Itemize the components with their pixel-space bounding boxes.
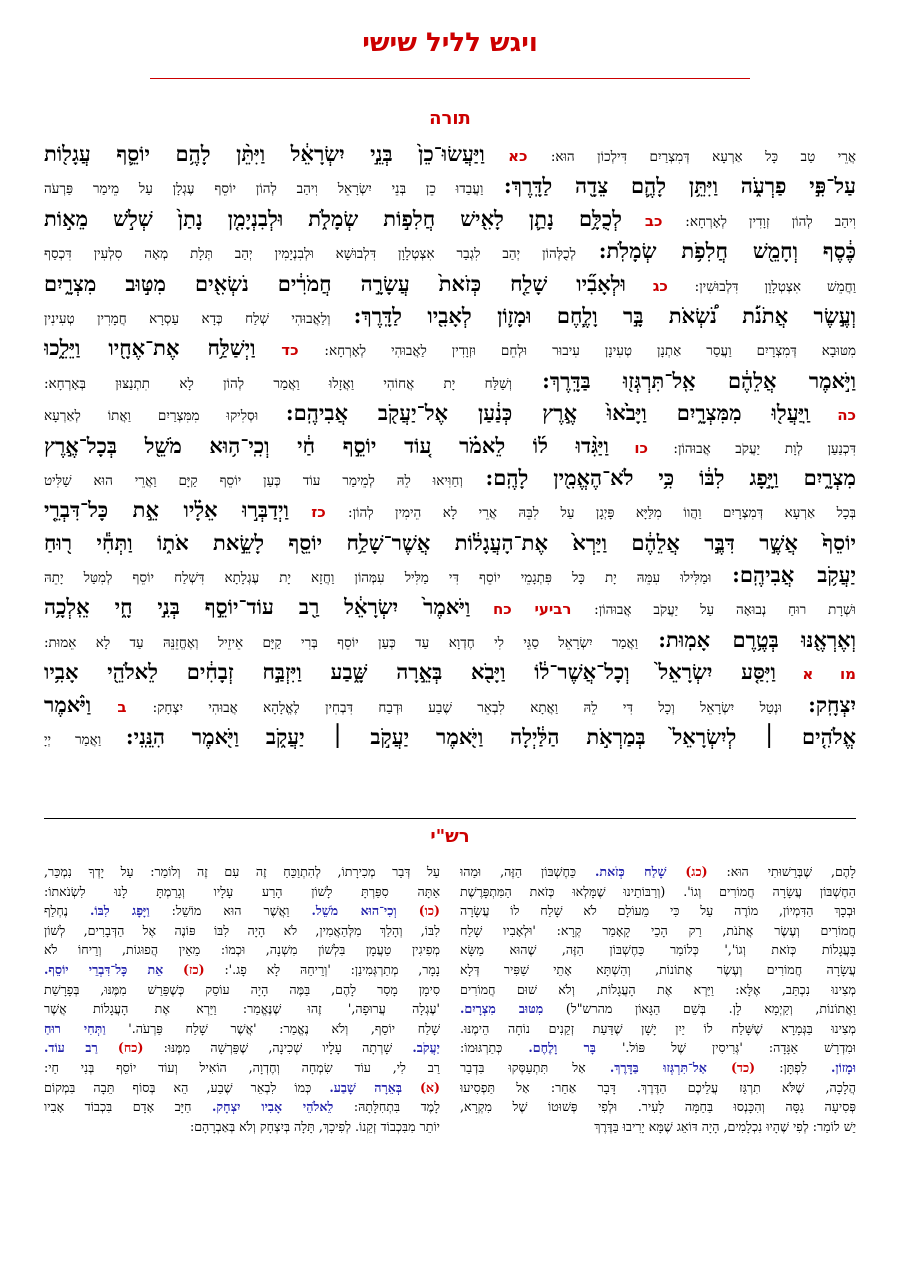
targum-text: וּשְׁרָת רוּחַ נְבוּאָה עַל יַעֲקֹב אֲבוּהוֹן: [594, 602, 856, 619]
rashi-line [44, 901, 440, 921]
rashi-text: כַּחֶשְׁבּוֹן הַזֶּה, וּמַהוּ [460, 864, 577, 879]
targum-text: אֲרֵי טַב כָּל אַרְעָא דְּמִצְרַיִם דִּילְכוֹן הוּא: [550, 149, 856, 165]
rashi-dibur-hamatchil: לֵאלֹהֵי אָבִיו יִצְחָק. [212, 1099, 334, 1115]
rashi-text: עַל דְּבַר מְכִירָתוֹ, לְהִתְוַכֵּחַ זֶה עִם זֶה וְלוֹמַר: עַל יָדְךָ נִמְכַּר, [44, 864, 440, 879]
torah-heading: תורה [429, 108, 471, 129]
rashi-text: שָׁרְתָה עָלָיו שְׁכִינָה, שֶׁפֵּרְשָׁה מִמֶּנּוּ: [163, 1040, 393, 1056]
rashi-line [460, 1058, 856, 1078]
rashi-text: לִפְתָּן: [779, 1059, 807, 1075]
verse-text: וַיְשַׁלַּ֥ח אֶת־אֶחָ֖יו וַיֵּלֵ֑כוּ [44, 335, 256, 361]
targum-text: וַאֲמַר יְיָ [44, 732, 102, 749]
targum-text: וּמַלִּילוּ עִמֵּהּ יָת כָּל פִּתְגָמֵי יוֹסֵף דִּי מַלִּיל עִמְּהוֹן וַחֲזָא יָת עֶגְלָתָא דִּשְׁלַח יוֹסֵף לְמִטַּל יָתֵהּ [44, 570, 712, 587]
torah-line [44, 430, 856, 462]
torah-line [44, 268, 856, 300]
rashi-column-right [460, 862, 856, 1262]
torah-text [44, 138, 856, 814]
rashi-dibur-hamatchil: בָּר וָלֶחֶם. [528, 1040, 596, 1056]
rashi-line [44, 1078, 440, 1098]
rashi-line [460, 1097, 856, 1117]
rashi-text: חֲמוֹרִים וְעֶשֶׂר אֲתֹנֹת, רַק הָכֵי קָאָמַר קְרָא: 'וּלְאָבִיו שָׁלַח [460, 922, 856, 938]
rashi-text: הַחֶשְׁבּוֹן עֲשָׂרָה חֲמוֹרִים וְגוֹ'. (וְרַבּוֹתֵינוּ שֶׁמָּלְאוּ כְּזֹאת הַמִּתְפָּרֶשֶׁת [460, 883, 856, 899]
rashi-text: כְּתַרְגּוּמוֹ: [460, 1040, 503, 1056]
rashi-line [460, 960, 856, 980]
rashi-line [460, 999, 856, 1019]
rashi-dibur-hamatchil: וַתְּחִי רוּחַ [44, 1020, 106, 1036]
verse-text: יוֹסֵף֙ אֲשֶׁ֣ר דִּבֶּ֣ר אֲלֵהֶ֔ם וַיַּרְא֙ אֶת־הָעֲגָל֔וֹת אֲשֶׁר־שָׁלַ֥ח יוֹסֵ֖ף לָשֵׂ֣את אֹת֑וֹ וַתְּחִ֕י ר֖וּחַ [44, 529, 856, 555]
rashi-text: אַל תִּתְעַסְּקוּ בִּדְבַר [460, 1059, 586, 1075]
rashi-text: רַב לִי, עוֹד שִׂמְחָה וְחֶדְוָה, הוֹאִיל וְעוֹד יוֹסֵף בְּנִי חַי: [44, 1059, 440, 1075]
torah-line [44, 203, 856, 235]
torah-line [44, 332, 856, 364]
rashi-line [44, 980, 440, 1000]
torah-line [44, 527, 856, 559]
targum-text: דִּכְנַעַן לְוָת יַעֲקֹב אֲבוּהוֹן: [673, 440, 856, 457]
rashi-verse-ref: (כו) [418, 903, 440, 919]
rashi-verse-ref: (א) [419, 1079, 440, 1095]
rashi-dibur-hamatchil: וְכִי־הוּא מֹשֵׁל. [311, 903, 397, 919]
rashi-text: כְּמוֹ לִבְאֵר שֶׁבַע, הֵא בְּסוֹף תֵּבָה בִּמְקוֹם [44, 1079, 312, 1095]
targum-text: וְחַוִּיאוּ לֵהּ לְמֵימַר עוֹד כְּעַן יוֹסֵף קַיָּם וַאֲרֵי הוּא שַׁלִּיט [44, 472, 463, 489]
torah-line [44, 300, 856, 332]
verse-number: כה [837, 406, 856, 425]
rashi-line [44, 1038, 440, 1058]
rashi-dibur-hamatchil: יַעֲקֹב. [412, 1040, 440, 1056]
page-title: ויגש לליל שישי [362, 28, 538, 58]
targum-text: בְּכָל אַרְעָא דְּמִצְרָיִם וַהֲווֹ מִלַּיָּא פָּיְגָן עַל לִבֵּהּ אֲרֵי לָא הֵימִין לְהוֹן: [348, 505, 856, 522]
rashi-text: וַאֲשֶׁר הוּא מוֹשֵׁל: [171, 903, 290, 919]
rashi-text: מְפִיגִין טַעֲמָן בִּלְשׁוֹן מִשְׁנָה, וּכְמוֹ: מֵאֵין הֲפוּגוֹת, וְרֵיחוֹ לֹא [44, 942, 440, 958]
rashi-text: וּמִדְרָשׁ אַגָּדָה: 'גְּרִיסִין שֶׁל פּוֹל.' [621, 1040, 856, 1056]
rashi-line [460, 862, 856, 882]
rashi-dibur-hamatchil: אֵת כָּל־דִּבְרֵי יוֹסֵף. [44, 961, 164, 977]
verse-number: כב [644, 211, 663, 230]
verse-text: וְאֶרְאֶ֖נּוּ בְּטֶ֥רֶם אָמֽוּת: [658, 626, 856, 652]
rashi-dibur-hamatchil: רַב עוֹד. [44, 1040, 98, 1056]
rashi-text: לָהֶם, שֶׁבְּרֵשׁוּתִי הוּא: [726, 864, 856, 879]
rashi-dibur-hamatchil: וַיָּפָג לִבּוֹ. [90, 903, 150, 919]
rashi-heading: רש"י [430, 826, 470, 847]
rashi-line [44, 862, 440, 882]
aliyah-marker: רביעי [534, 600, 572, 619]
verse-text: וַיֹּ֨אמֶר [44, 691, 92, 717]
verse-text: אֱלֹהִ֤ים ׀ לְיִשְׂרָאֵל֙ בְּמַרְאֹ֣ת הַלַּ֔יְלָה וַיֹּ֖אמֶר יַעֲקֹ֣ב ׀ יַעֲקֹ֑ב וַיֹּ֖אמֶר הִנֵּֽנִי: [125, 724, 856, 750]
verse-number: כו [634, 438, 648, 457]
rashi-commentary [44, 862, 856, 1262]
verse-text: וְעֶ֣שֶׂר אֲתֹנֹ֡ת נֹ֠שְׂאֹת בָּ֣ר וָלֶ֧חֶם וּמָז֛וֹן לְאָבִ֖יו לַדָּֽרֶךְ: [353, 302, 856, 328]
verse-text: וַיֹּ֣אמֶר אֲלֵהֶ֔ם אַֽל־תִּרְגְּז֖וּ בַּדָּֽרֶךְ: [542, 367, 856, 393]
rashi-text: פְּסִיעָה גַסָּה וְהִכָּנְסוּ בַּחַמָּה לָעִיר. וּלְפִי פְּשׁוּטוֹ שֶׁל מִקְרָא, [460, 1099, 856, 1115]
title-divider [150, 78, 750, 79]
targum-text: וּנְטַל יִשְׂרָאֵל וְכָל דִּי לֵהּ וַאֲתָא לִבְאֵר שֶׁבַע וּדְבַח דִּבְחִין לֶאֱלָהָא אֲבוּהִי יִצְחָק: [152, 699, 782, 716]
torah-line [44, 235, 856, 267]
rashi-line [44, 940, 440, 960]
rashi-line [44, 882, 440, 902]
rashi-line [44, 999, 440, 1019]
verse-text: וַיַּגִּ֨דוּ ל֜וֹ לֵאמֹ֗ר ע֚וֹד יוֹסֵ֣ף חַ֔י וְכִֽי־ה֥וּא מֹשֵׁ֖ל בְּכָל־אֶ֣רֶץ [44, 432, 609, 458]
rashi-dibur-hamatchil: מִטּוּב מִצְרָיִם. [460, 1001, 544, 1017]
verse-text: כֶּ֔סֶף וְחָמֵ֖שׁ חֲלִפֹ֥ת שְׂמָלֹֽת: [598, 238, 856, 264]
verse-number: מו א [802, 665, 856, 684]
rashi-dibur-hamatchil: בְּאֵרָה שָׁבַע. [329, 1079, 402, 1095]
targum-text: וַעֲבַדוּ כֵן בְּנֵי יִשְׂרָאֵל וִיהַב לְהוֹן יוֹסֵף עֶגְלָן עַל מֵימַר פַּרְעֹה [44, 181, 484, 198]
rashi-text: מְצִינוּ נִכְתַּב, אֶלָּא: וַיַּרְא אֶת הָעֲגָלוֹת, וְלֹא שׁוּם חֲמוֹרִים [460, 981, 856, 997]
verse-number: כז [311, 503, 326, 522]
verse-number: כג [652, 276, 668, 295]
rashi-line [460, 921, 856, 941]
verse-text: וַיְדַבְּר֣וּ אֵלָ֗יו אֵ֣ת כָּל־דִּבְרֵ֤י [44, 497, 289, 523]
rashi-text: אַתָּה סִפַּרְתָּ לָשׁוֹן הָרַע עָלָיו וְגָרַמְתָּ לָנוּ לִשְׂנֹאתוֹ: [44, 883, 440, 899]
rashi-text: שָׁלַח יוֹסֵף, וְלֹא נֶאֱמַר: 'אֲשֶׁר שָׁלַח פַּרְעֹה.' [128, 1020, 440, 1036]
rashi-line [460, 1078, 856, 1098]
torah-line [44, 397, 856, 429]
targum-text: וּסְלִיקוּ מִמִּצְרַיִם וַאֲתוֹ לְאַרְעָא [44, 408, 259, 425]
torah-line [44, 559, 856, 591]
verse-text: וַיִּסַּ֤ע יִשְׂרָאֵל֙ וְכָל־אֲשֶׁר־ל֔וֹ וַיָּבֹ֖א בְּאֵ֣רָה שָּׁ֑בַע וַיִּזְבַּ֣ח זְבָחִ֔ים לֵאלֹהֵ֖י אָבִ֥יו [44, 659, 776, 685]
rashi-text: נָמָר, מְתַרְגְּמִינַן: 'וְרֵיחֵהּ לָא פָג.': [224, 961, 440, 977]
rashi-text: לָמֶד בִּתְחִלָּתָהּ: [353, 1099, 440, 1115]
rashi-line [460, 1117, 856, 1137]
rashi-dibur-hamatchil: אַל־תִּרְגְּזוּ בַּדָּרֶךְ. [609, 1059, 707, 1075]
rashi-text: יֵשׁ לוֹמַר: לְפִי שֶׁהָיוּ נִכְלָמִים, הָיָה דּוֹאֵג שֶׁמָּא יָרִיבוּ בַּדֶּרֶךְ [594, 1118, 856, 1134]
torah-line [44, 624, 856, 656]
verse-text: מִצְרָ֑יִם וַיָּ֣פָג לִבּ֔וֹ כִּ֥י לֹא־הֶאֱמִ֖ין לָהֶֽם: [485, 464, 856, 490]
rashi-verse-ref: (כג) [685, 864, 708, 879]
torah-line [44, 591, 856, 623]
verse-number: כא [508, 147, 528, 165]
verse-text: לְכֻלָּ֥ם נָתַ֛ן לָאִ֖ישׁ חֲלִפ֣וֹת שְׂמָלֹ֑ת וּלְבִנְיָמִ֤ן נָתַן֙ שְׁלֹ֣שׁ מֵא֣וֹת [44, 205, 622, 231]
rashi-text: בָּעֲגָלוֹת כְּזֹאת וְגוֹ',' כְּלוֹמַר כַּחֶשְׁבּוֹן הַזֶּה, שֶׁהוּא מַשָּׂא [460, 942, 856, 958]
rashi-line [44, 1058, 440, 1078]
rashi-line [460, 940, 856, 960]
rashi-dibur-hamatchil: שָׁלַח כְּזֹאת. [595, 864, 667, 879]
rashi-text: עֲשָׂרָה חֲמוֹרִים וְעֶשֶׂר אֲתוֹנוֹת, וְהַשְׁתָּא אָתֵי שַׁפִּיר דְּלָא [460, 961, 856, 977]
targum-text: וִיהַב לְהוֹן זְוָדִין לְאָרְחָא: [685, 213, 856, 230]
rashi-line [44, 1097, 440, 1117]
rashi-text: סִימָן מָסַר לָהֶם, בַּמֶּה הָיָה עוֹסֵק כְּשֶׁפֵּרַשׁ מִמֶּנּוּ, בְּפָרָשַׁת [44, 981, 440, 997]
rashi-text: וּבְכָךְ הַדִּמְיוֹן, מוֹרֶה עַל כִּי מֵעוֹלָם לֹא שָׁלַח לוֹ עֲשָׂרָה [460, 903, 856, 919]
targum-text: וַאֲמַר יִשְׂרָאֵל סַגֵּי לִי חֶדְוָא עַד כְּעַן יוֹסֵף בְּרִי קַיָּם אֵיזֵיל וְאֶחֱזֵנֵּהּ עַד לָא אֵמוּת: [44, 634, 639, 651]
torah-line [44, 365, 856, 397]
targum-text: וְשַׁלַּח יָת אֲחוֹהִי וַאֲזָלוּ וַאֲמַר לְהוֹן לָא תִתְנַצּוּן בְּאָרְחָא: [44, 375, 512, 392]
verse-text: וַֽיַּעֲל֖וּ מִמִּצְרָ֑יִם וַיָּבֹ֙אוּ֙ אֶ֣רֶץ כְּנַ֔עַן אֶל־יַעֲקֹ֖ב אֲבִיהֶֽם: [285, 400, 810, 426]
rashi-text: מְצִינוּ בַּגְּמָרָא שֶׁשָּׁלַח לוֹ יַיִן יָשָׁן שֶׁדַּעַת זְקֵנִים נוֹחָה הֵימֶנּוּ. [460, 1020, 856, 1036]
verse-text: וּלְאָבִ֞יו שָׁלַ֤ח כְּזֹאת֙ עֲשָׂרָ֣ה חֲמֹרִ֔ים נֹשְׂאִ֖ים מִטּ֣וּב מִצְרָ֑יִם [44, 270, 626, 296]
rashi-text: וַאֲתוֹנוֹת, וְקַיְמָא לָן. בְּשֵׁם הַגָּאוֹן מהרש"ל) [565, 1001, 856, 1017]
torah-line [44, 170, 856, 202]
rashi-column-left [44, 862, 440, 1262]
torah-line [44, 689, 856, 721]
rashi-line [460, 980, 856, 1000]
section-divider [44, 818, 856, 819]
torah-line [44, 138, 856, 170]
rashi-line [460, 901, 856, 921]
rashi-verse-ref: (כז) [183, 961, 205, 977]
rashi-dibur-hamatchil: וּמָזוֹן. [830, 1059, 856, 1075]
torah-line [44, 462, 856, 494]
verse-text: וַיַּעֲשׂוּ־כֵן֙ בְּנֵ֣י יִשְׂרָאֵ֔ל וַיִּתֵּ֨ן לָהֶ֥ם יוֹסֵ֛ף עֲגָל֖וֹת [44, 141, 485, 166]
rashi-line [44, 921, 440, 941]
rashi-line [44, 1117, 440, 1137]
torah-line [44, 656, 856, 688]
torah-line [44, 494, 856, 526]
rashi-line [460, 882, 856, 902]
targum-text: לְכֻלְּהוֹן יְהַב לִגְבַר אִצְטְלָוָן דִּלְבוּשָׁא וּלְבִנְיָמִין יְהַב תְּלָת מְאָה סִלְעִין דִּכְסַף [44, 246, 576, 263]
rashi-text: נֶחְלַף [44, 903, 68, 919]
verse-text: יִצְחָֽק: [808, 691, 856, 717]
verse-number: ב [117, 697, 127, 716]
rashi-verse-ref: (כח) [117, 1040, 144, 1056]
rashi-line [44, 1019, 440, 1039]
rashi-verse-ref: (כד) [730, 1059, 756, 1075]
rashi-text: חַיָּב אָדָם בִּכְבוֹד אָבִיו [44, 1099, 192, 1115]
rashi-line [460, 1019, 856, 1039]
rashi-text: 'עֶגְלָה עֲרוּפָה,' זֶהוּ שֶׁנֶּאֱמַר: וַיַּרְא אֶת הָעֲגָלוֹת אֲשֶׁר [44, 1001, 440, 1017]
torah-line [44, 721, 856, 753]
rashi-line [44, 960, 440, 980]
rashi-text: הֲלָכָה, שֶׁלֹּא תִרְגַּז עֲלֵיכֶם הַדֶּרֶךְ. דָּבָר אַחֵר: אַל תַּפְסִיעוּ [460, 1079, 856, 1095]
rashi-text: לִבּוֹ, וְהָלַךְ מִלְּהַאֲמִין, לֹא הָיָה לִבּוֹ פּוֹנֶה אֶל הַדְּבָרִים, לְשׁוֹן [44, 922, 440, 938]
verse-text: וַיֹּאמֶר֙ יִשְׂרָאֵ֔ל רַ֖ב עוֹד־יוֹסֵ֣ף בְּנִ֣י חָ֑י אֵֽלְכָ֥ה [44, 594, 471, 620]
verse-text: עַל־פִּ֣י פַרְעֹ֑ה וַיִּתֵּ֥ן לָהֶ֛ם צֵדָ֖ה לַדָּֽרֶךְ: [503, 173, 856, 199]
targum-text: מִטּוּבָא דְּמִצְרָיִם וַעֲסַר אַתְנָן טְעִינָן עִיבוּר וּלְחֵם וּזְוָדִין לַאֲבוּהִי לְאָרְחָא: [324, 343, 856, 360]
rashi-text: יוֹתֵר מִבִּכְבוֹד זְקֵנוֹ. לְפִיכָךְ, תָּלָה בְּיִצְחָק וְלֹא בְּאַבְרָהָם: [189, 1118, 440, 1134]
targum-text: וְלַאֲבוּהִי שְׁלַח כְּדָא עַסְרָא חֲמָרִין טְעִינִין [44, 310, 331, 327]
verse-number: כח [492, 600, 512, 619]
verse-text: יַעֲקֹ֥ב אֲבִיהֶֽם: [732, 562, 856, 588]
verse-number: כד [281, 341, 299, 360]
targum-text: וַחֲמֵשׁ אִצְטְלָוָן דִּלְבוּשִׁין: [694, 278, 856, 295]
rashi-line [460, 1038, 856, 1058]
